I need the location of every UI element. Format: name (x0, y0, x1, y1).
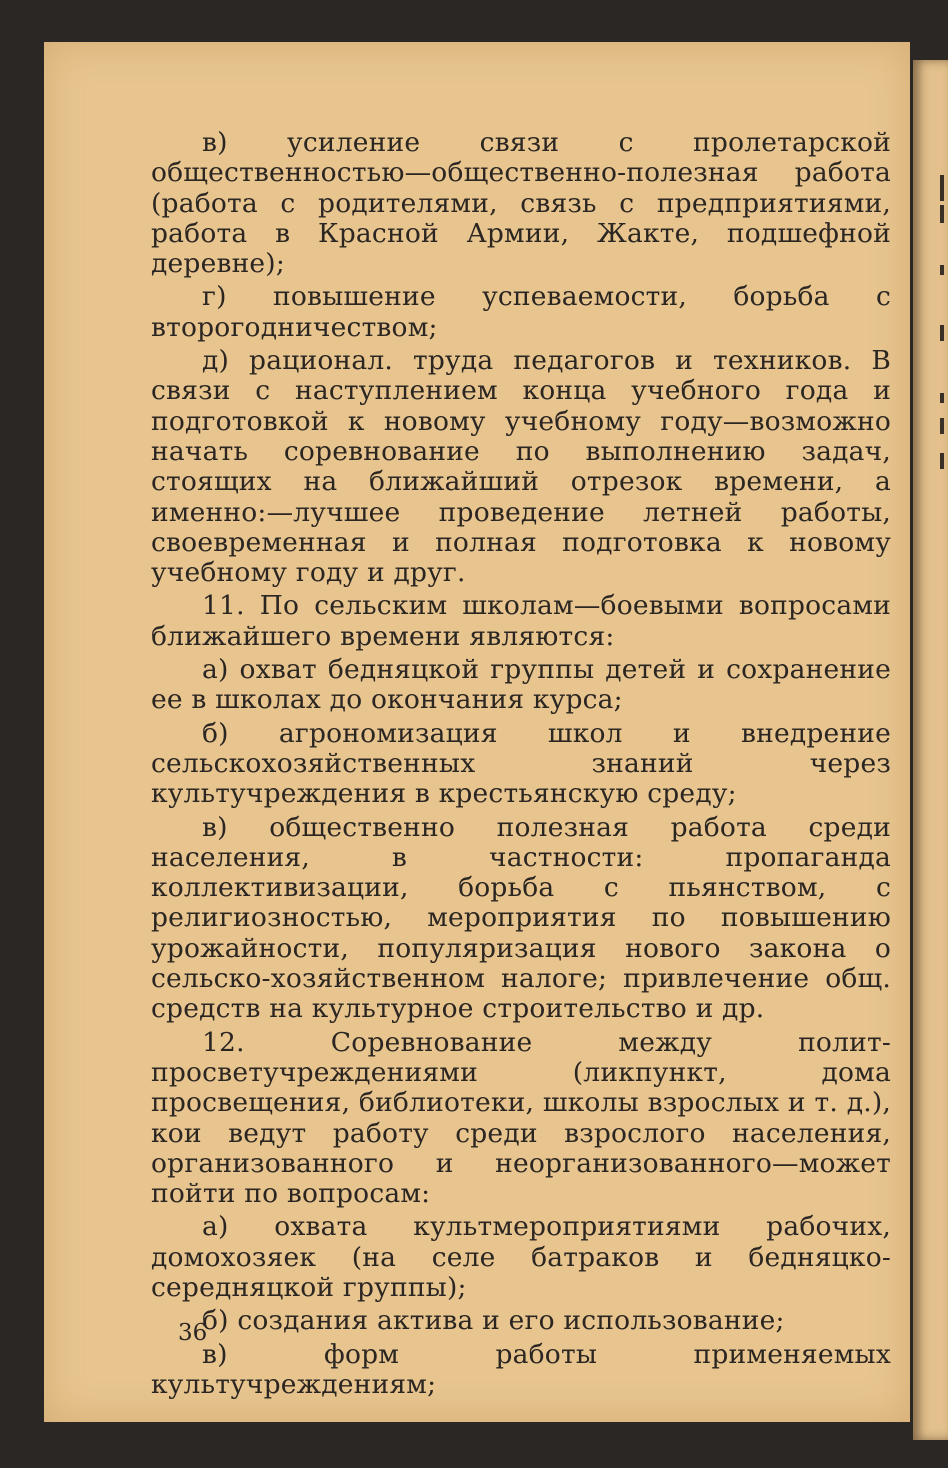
paragraph: в) общественно полезная работа среди населения, в частности: пропаганда коллективизации, борьба с пьянством, с религиозностью, мероприятия по повышению урожайности, популяризация нового закона о сельско-хозяйственном налоге; привлечение общ. средств на культурное строительство и др. (151, 811, 891, 1025)
paragraph: 11. По сельским школам—боевыми вопросами ближайшего времени являются: (151, 590, 891, 652)
edge-mark (940, 265, 944, 275)
edge-mark (940, 453, 944, 469)
edge-mark (940, 205, 944, 223)
paragraph: в) форм работы применяемых культучреждениям; (151, 1338, 891, 1400)
edge-mark (940, 393, 944, 403)
paragraph: д) рационал. труда педагогов и техников. В связи с наступлением конца учебного года и подготовкой к новому учебному году—возможно начать соревнование по выполнению задач, стоящих на ближайший отрезок времени, а именно:—лучшее проведение летней работы, своевременная и полная подготовка к новому учебному году и друг. (151, 345, 891, 589)
paragraph: а) охвата культмероприятиями рабочих, домохозяек (на селе батраков и бедняцко-середняцкой группы); (151, 1211, 891, 1303)
page-number: 36 (178, 1320, 208, 1346)
page-text (151, 128, 891, 1400)
edge-mark (940, 175, 944, 201)
edge-mark (940, 325, 944, 341)
paragraph: 12. Соревнование между полит-просветучреждениями (ликпункт, дома просвещения, библиотеки, школы взрослых и т. д.), кои ведут работу среди взрослого населения, организованного и неорганизованного—может пойти по вопросам: (151, 1026, 891, 1210)
edge-mark (940, 418, 944, 434)
paragraph: г) повышение успеваемости, борьба с второгодничеством; (151, 281, 891, 343)
paragraph: б) создания актива и его использование; (202, 1305, 785, 1337)
paragraph: в) усиление связи с пролетарской общественностью—общественно-полезная работа (работа с родителями, связь с предприятиями, работа в Красной Армии, Жакте, подшефной деревне); (151, 127, 891, 280)
paragraph: а) охват бедняцкой группы детей и сохранение ее в школах до окончания курса; (151, 654, 891, 716)
paragraph: б) агрономизация школ и внедрение сельскохозяйственных знаний через культучреждения в крестьянскую среду; (151, 717, 891, 810)
